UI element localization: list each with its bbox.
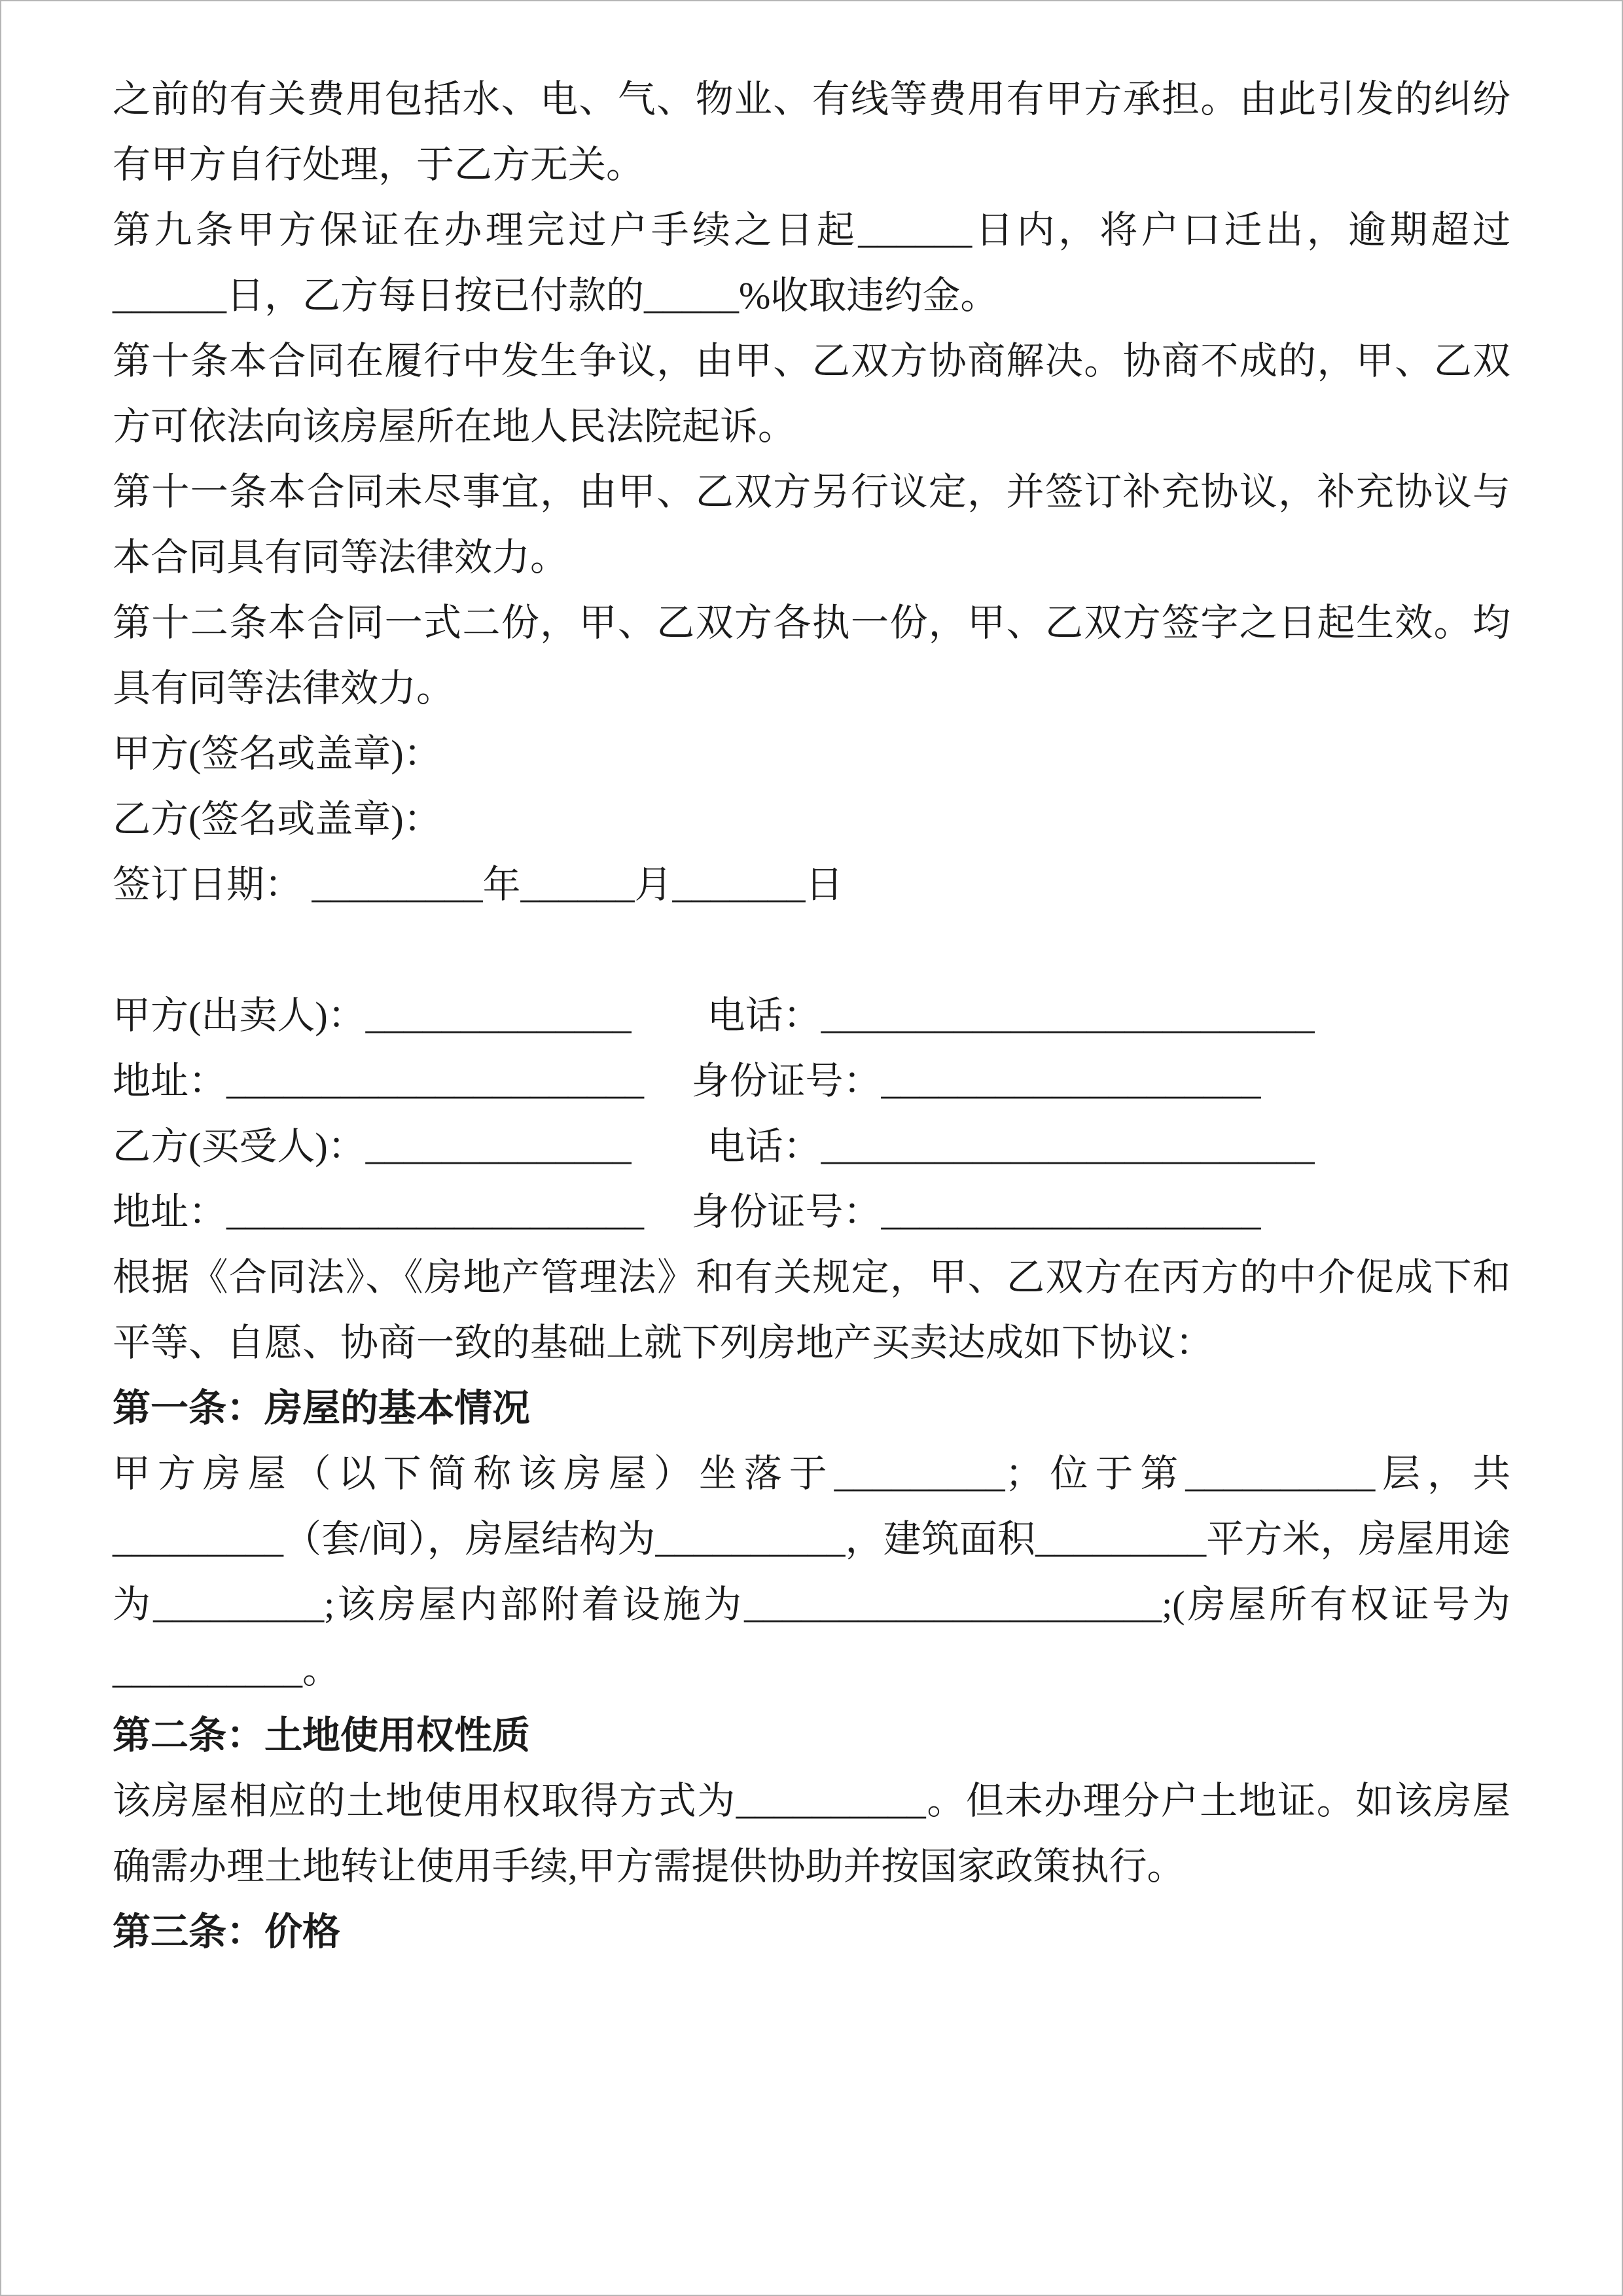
signing-date-line: 签订日期： _________年______月_______日 (113, 863, 844, 906)
preamble: 根据《合同法》、《房地产管理法》和有关规定，甲、乙双方在丙方的中介促成下和平等、自愿、协商一致的基础上就下列房地产买卖达成如下协议： (113, 1256, 1510, 1364)
party-a-signature-line: 甲方(签名或盖章)： (113, 732, 442, 775)
clause-12: 第十二条本合同一式二份，甲、乙双方各执一份，甲、乙双方签字之日起生效。均具有同等法律效力。 (113, 601, 1510, 709)
clause-8-continuation: 之前的有关费用包括水、电、气、物业、有线等费用有甲方承担。由此引发的纠纷有甲方自行处理，于乙方无关。 (113, 78, 1510, 186)
party-b-address-id-row: 地址：______________________ 身份证号：____________________ (113, 1191, 1261, 1233)
clause-11: 第十一条本合同未尽事宜，由甲、乙双方另行议定，并签订补充协议，补充协议与本合同具有同等法律效力。 (113, 471, 1510, 579)
clause-9: 第九条甲方保证在办理完过户手续之日起______日内，将户口迁出，逾期超过______日，乙方每日按已付款的_____%收取违约金。 (113, 209, 1510, 317)
clause-3-heading: 第三条：价格 (113, 1910, 341, 1953)
party-b-signature-line: 乙方(签名或盖章)： (113, 798, 442, 840)
party-b-buyer-phone-row: 乙方(买受人)：______________ 电话：__________________________ (113, 1125, 1315, 1168)
party-a-seller-phone-row: 甲方(出卖人)：______________ 电话：__________________________ (113, 994, 1315, 1037)
clause-10: 第十条本合同在履行中发生争议，由甲、乙双方协商解决。协商不成的，甲、乙双方可依法向该房屋所在地人民法院起诉。 (113, 340, 1510, 448)
clause-1-heading: 第一条：房屋的基本情况 (113, 1387, 531, 1429)
clause-1-body: 甲方房屋（以下简称该房屋）坐落于_________；位于第__________层，共_________（套/间），房屋结构为__________，建筑面积_________平方米，房屋用途为_________;该房屋内部附着设施为______________________;(房屋所有权证号为__________。 (113, 1452, 1510, 1691)
party-a-address-id-row: 地址：______________________ 身份证号：____________________ (113, 1060, 1261, 1102)
clause-2-body: 该房屋相应的土地使用权取得方式为__________。但未办理分户土地证。如该房屋确需办理土地转让使用手续,甲方需提供协助并按国家政策执行。 (113, 1780, 1510, 1888)
blank-line (113, 918, 1510, 983)
clause-2-heading: 第二条：土地使用权性质 (113, 1714, 531, 1757)
